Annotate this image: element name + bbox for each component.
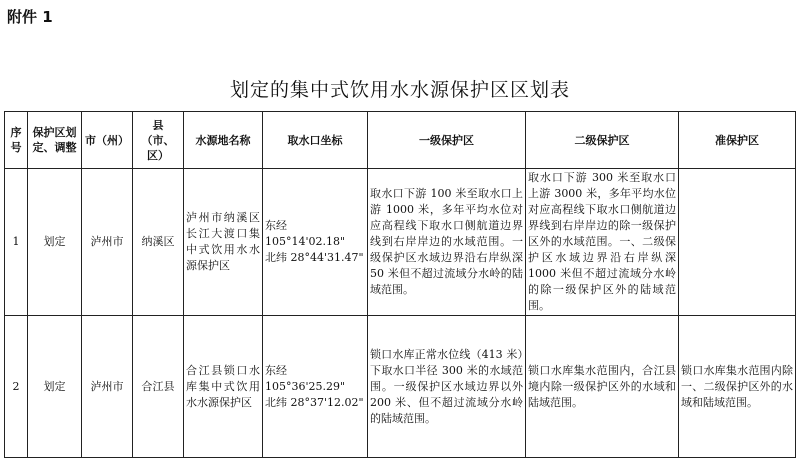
row-level1-zone: 锁口水库正常水位线（413 米）下取水口半径 300 米的水域范围。一级保护区水域边界以外 200 米、但不超过流域分水岭的陆域范围。 — [368, 316, 526, 458]
row-zone-type: 划定 — [28, 316, 82, 458]
header-county: 县 （市、区） — [133, 112, 184, 169]
page-title: 划定的集中式饮用水水源保护区区划表 — [229, 79, 570, 101]
row-level2-zone: 取水口下游 300 米至取水口上游 3000 米，多年平均水位对应高程线下取水口侧航道边界线到右岸岸边的除一级保护区外的水域范围。一、二级保护区水域边界沿右岸纵深 1000 米但不超过流域分水岭的除一级保护区外的陆域范围。 — [526, 169, 679, 316]
row-county: 合江县 — [133, 316, 184, 458]
coord-latitude: 北纬 28°37'12.02" — [265, 395, 364, 409]
row-no: 2 — [5, 316, 28, 458]
header-level1-zone: 一级保护区 — [368, 112, 526, 169]
row-level1-zone: 取水口下游 100 米至取水口上游 1000 米，多年平均水位对应高程线下取水口侧航道边界线到右岸岸边的水域范围。一级保护区水域边界沿右岸纵深 50 米但不超过流域分水岭的陆域范围。 — [368, 169, 526, 316]
table-header-row — [5, 112, 796, 169]
header-quasi-zone: 准保护区 — [679, 112, 796, 169]
header-intake-coord: 取水口坐标 — [263, 112, 368, 169]
row-city: 泸州市 — [82, 316, 133, 458]
header-city: 市（州） — [82, 112, 133, 169]
row-quasi-zone — [679, 169, 796, 316]
row-zone-type: 划定 — [28, 169, 82, 316]
row-intake-coord — [263, 169, 368, 316]
row-source-name: 泸州市纳溪区长江大渡口集中式饮用水水源保护区 — [184, 169, 263, 316]
row-source-name: 合江县锁口水库集中式饮用水水源保护区 — [184, 316, 263, 458]
header-zone-type: 保护区划 定、调整 — [28, 112, 82, 169]
table-row — [5, 169, 796, 316]
protection-zone-table — [4, 111, 796, 458]
coord-longitude: 东经 105°14'02.18" — [265, 219, 346, 248]
header-source-name: 水源地名称 — [184, 112, 263, 169]
row-county: 纳溪区 — [133, 169, 184, 316]
table-row — [5, 316, 796, 458]
coord-latitude: 北纬 28°44'31.47" — [265, 251, 364, 264]
row-city: 泸州市 — [82, 169, 133, 316]
row-intake-coord — [263, 316, 368, 458]
row-no: 1 — [5, 169, 28, 316]
row-level2-zone: 锁口水库集水范围内，合江县境内除一级保护区外的水域和陆域范围。 — [526, 316, 679, 458]
header-level2-zone: 二级保护区 — [526, 112, 679, 169]
header-no: 序 号 — [5, 112, 28, 169]
coord-longitude: 东经 105°36'25.29" — [265, 363, 346, 393]
row-quasi-zone: 锁口水库集水范围内除一、二级保护区外的水域和陆域范围。 — [679, 316, 796, 458]
attachment-label: 附件 1 — [7, 8, 53, 26]
